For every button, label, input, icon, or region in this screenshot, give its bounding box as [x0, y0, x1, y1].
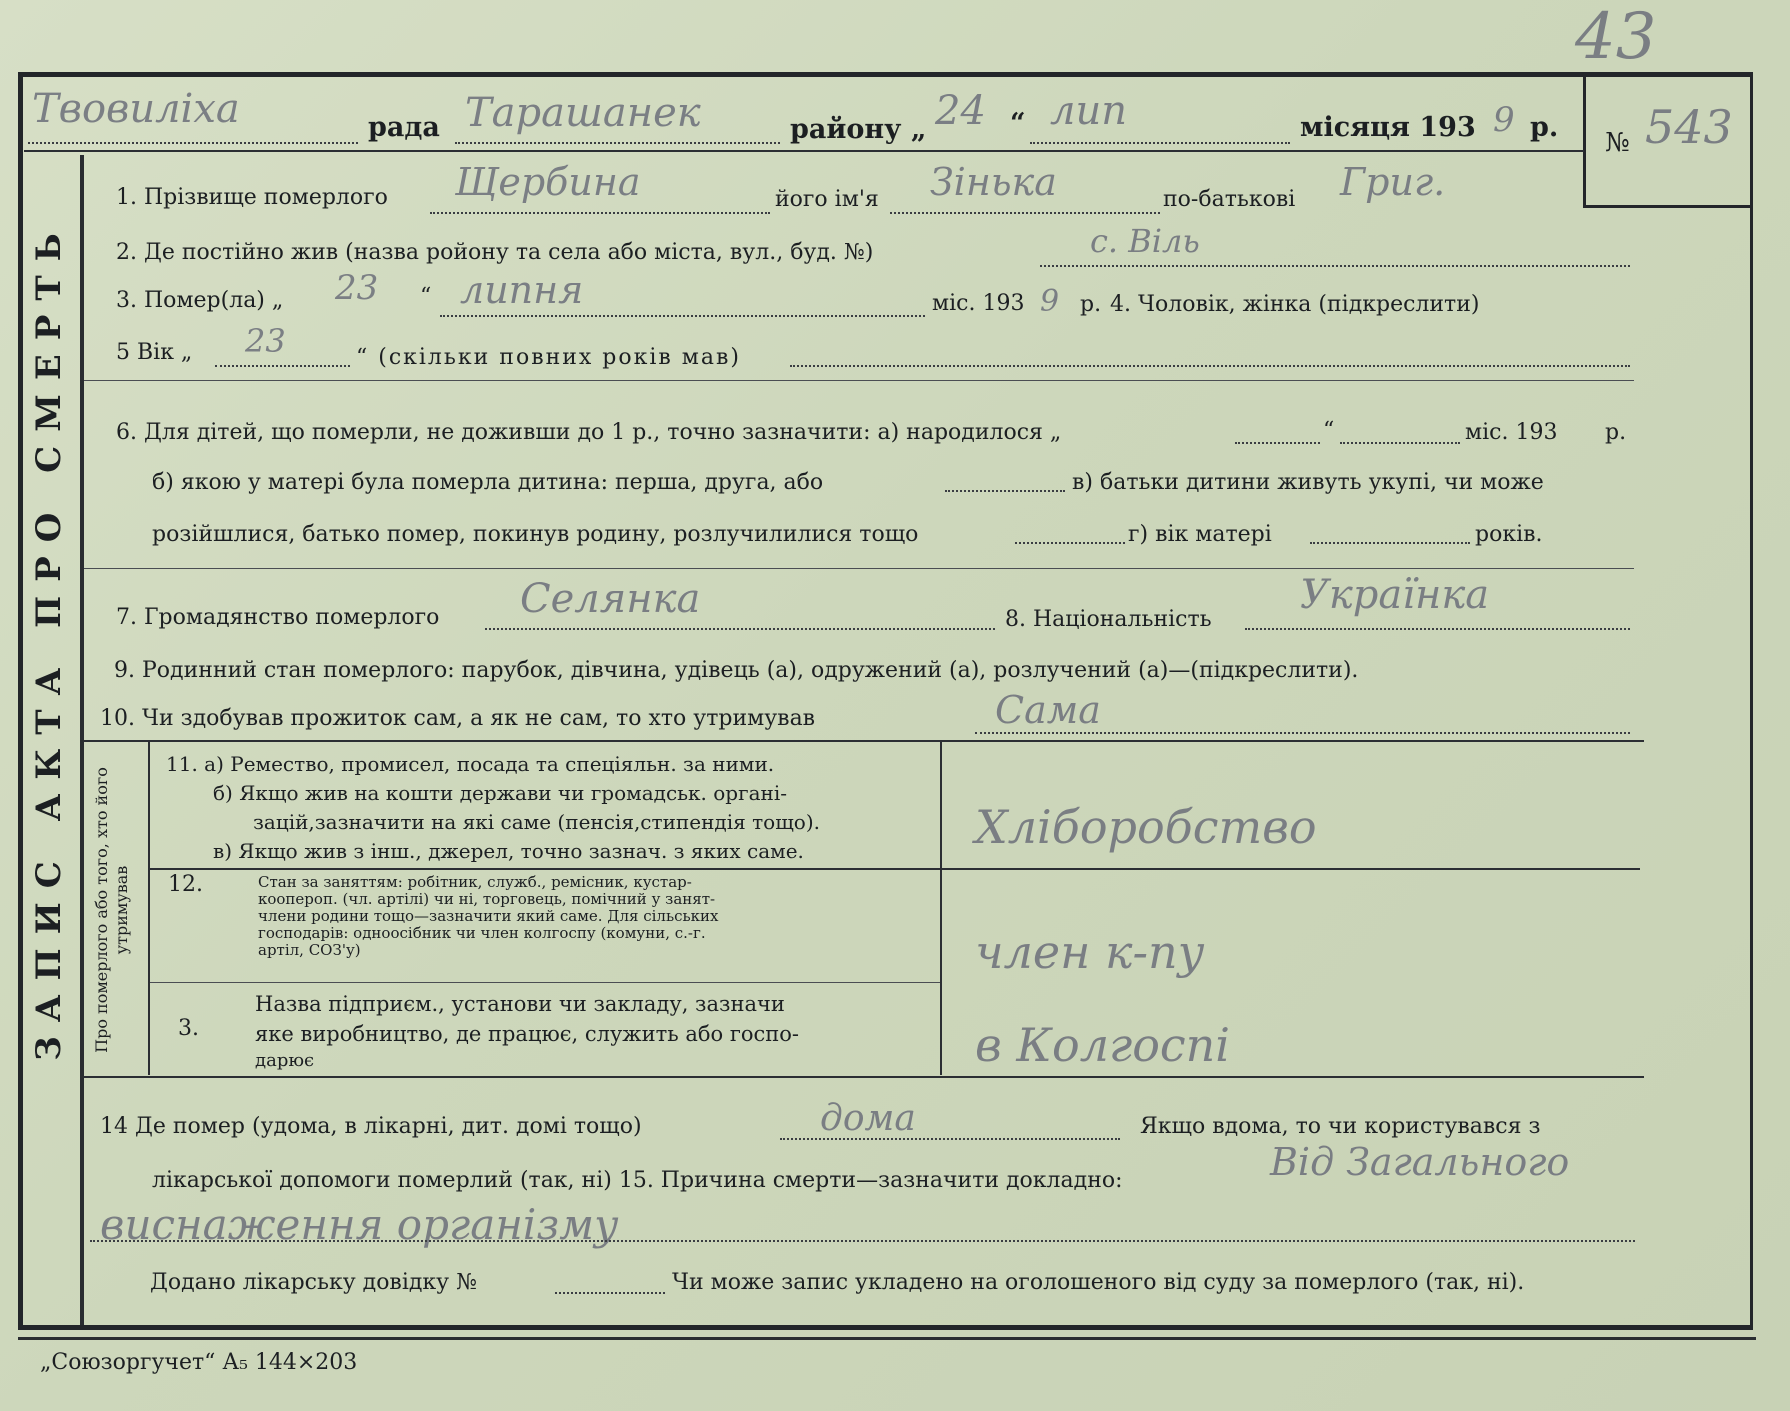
- day-close-quote: “: [1010, 108, 1026, 139]
- field-8-label: 8. Національність: [1005, 607, 1212, 632]
- field-7-label: 7. Громадянство померлого: [116, 605, 440, 630]
- number-label: №: [1605, 128, 1630, 158]
- field-3-month: липня: [460, 268, 584, 312]
- field-6-line-2-b: в) батьки дитини живуть укупі, чи може: [1072, 470, 1544, 495]
- month-handwritten: лип: [1050, 88, 1127, 134]
- field-6-line-1-month: міс. 193: [1465, 420, 1558, 445]
- field-9-label: 9. Родинний стан померлого: парубок, дівчина, удівець (а), одружений (а), розлучений (а)—(підкреслити).: [114, 658, 1359, 683]
- field-1-label: 1. Прізвище померлого: [116, 185, 388, 210]
- field-13-text-3: дарює: [255, 1050, 315, 1071]
- council-handwritten: Твовиліха: [32, 86, 240, 132]
- field-1-name-label: його ім'я: [775, 187, 879, 212]
- bottom-rule: [18, 1337, 1756, 1340]
- district-handwritten: Тарашанек: [465, 90, 701, 136]
- field-1-patronymic: Григ.: [1340, 160, 1446, 204]
- field-13-workplace: в Колгоспі: [975, 1018, 1231, 1072]
- field-14-label: 14 Де помер (удома, в лікарні, дит. домі тощо): [100, 1114, 642, 1139]
- year-suffix: р.: [1530, 112, 1559, 143]
- field-1-patronymic-label: по-батькові: [1163, 187, 1296, 212]
- field-8-nationality: Українка: [1300, 572, 1490, 618]
- field-14-place: дома: [820, 1098, 916, 1139]
- field-16-rest: Чи може запис укладено на оголошеного від суду за померлого (так, ні).: [672, 1270, 1525, 1295]
- support-side-label: Про померлого або того, хто його утримував: [92, 767, 131, 1053]
- field-12-text-4: господарів: одноосібник чи член колгоспу (комуни, с.-г.: [258, 924, 706, 942]
- printer-imprint: „Союзоргучет“ А₅ 144×203: [40, 1350, 358, 1375]
- month-label: місяця 193: [1300, 112, 1476, 143]
- field-3-year-suffix: р.: [1080, 292, 1102, 317]
- day-handwritten: 24: [935, 88, 986, 134]
- field-12-text-5: артіл, СОЗ'у): [258, 941, 361, 959]
- field-5-label: 5 Вік „: [116, 340, 193, 365]
- field-3-close-quote: “: [420, 284, 432, 309]
- field-13-number: 3.: [178, 1016, 199, 1041]
- field-12-text-1: Стан за заняттям: робітник, служб., ремісник, кустар-: [258, 873, 692, 891]
- field-6-line-1-quote: “: [1323, 418, 1335, 443]
- field-3-year: 9: [1040, 284, 1060, 319]
- field-12-number: 12.: [168, 872, 203, 897]
- field-6-line-3: розійшлися, батько помер, покинув родину, розлучилилися тощо: [152, 522, 919, 547]
- field-12-status: член к-пу: [975, 925, 1205, 979]
- field-11-c: в) Якщо жив з інш., джерел, точно зазнач. з яких саме.: [213, 839, 804, 863]
- field-5-age: 23: [245, 322, 286, 360]
- field-6-line-1-year: р.: [1605, 420, 1627, 445]
- field-13-text-2: яке виробництво, де працює, служить або госпо-: [255, 1022, 799, 1046]
- field-16-label: Додано лікарську довідку №: [150, 1270, 477, 1295]
- field-1-name: Зінька: [930, 160, 1057, 204]
- council-label: рада: [368, 112, 440, 143]
- field-10-supporter: Сама: [995, 688, 1101, 732]
- archive-page-number: 43: [1575, 0, 1657, 74]
- vertical-title: ЗАПИС АКТА ПРО СМЕРТЬ: [29, 219, 69, 1061]
- field-6-line-3-b: г) вік матері: [1128, 522, 1272, 547]
- field-11-b-cont: зацій,зазначити на які саме (пенсія,стипендія тощо).: [253, 810, 820, 834]
- field-6-line-2: б) якою у матері була померла дитина: перша, друга, або: [152, 470, 824, 495]
- field-3-label: 3. Помер(ла) „: [116, 288, 284, 313]
- field-1-surname: Щербина: [455, 160, 641, 204]
- field-12-text-3: члени родини тощо—зазначити який саме. Для сільських: [258, 907, 719, 925]
- field-7-citizenship: Селянка: [520, 576, 701, 622]
- field-15-cause-2: виснаження організму: [100, 1200, 619, 1249]
- record-number-handwritten: 543: [1645, 100, 1733, 154]
- field-6-line-1: 6. Для дітей, що померли, не доживши до 1 р., точно зазначити: а) народилося „: [116, 420, 1062, 445]
- field-6-line-3-c: років.: [1475, 522, 1543, 547]
- field-11-b: б) Якщо жив на кошти держави чи громадськ. органі-: [213, 781, 787, 805]
- field-12-text-2: коопероп. (чл. артілі) чи ні, торговець, помічний у занят-: [258, 890, 716, 908]
- field-11-occupation: Хліборобство: [975, 800, 1317, 854]
- field-10-label: 10. Чи здобував прожиток сам, а як не сам, то хто утримував: [100, 706, 816, 731]
- field-3-month-label: міс. 193: [932, 291, 1025, 316]
- field-15-cause-1: Від Загального: [1270, 1140, 1570, 1184]
- field-4-label: 4. Чоловік, жінка (підкреслити): [1110, 292, 1480, 317]
- district-label: району „: [790, 114, 927, 145]
- field-11-a: 11. а) Ремество, промисел, посада та спеціяльн. за ними.: [166, 752, 775, 776]
- year-handwritten: 9: [1493, 100, 1515, 140]
- field-2-residence: с. Віль: [1090, 222, 1200, 260]
- field-14-rest: Якщо вдома, то чи користувався з: [1140, 1114, 1541, 1139]
- field-15-line: лікарської допомоги померлий (так, ні) 15. Причина смерти—зазначити докладно:: [152, 1168, 1123, 1193]
- field-5-rest: “ (скільки повних років мав): [356, 345, 742, 370]
- field-2-label: 2. Де постійно жив (назва ройону та села або міста, вул., буд. №): [116, 240, 874, 265]
- field-3-day: 23: [335, 268, 379, 308]
- field-13-text-1: Назва підприєм., установи чи закладу, зазначи: [255, 992, 785, 1016]
